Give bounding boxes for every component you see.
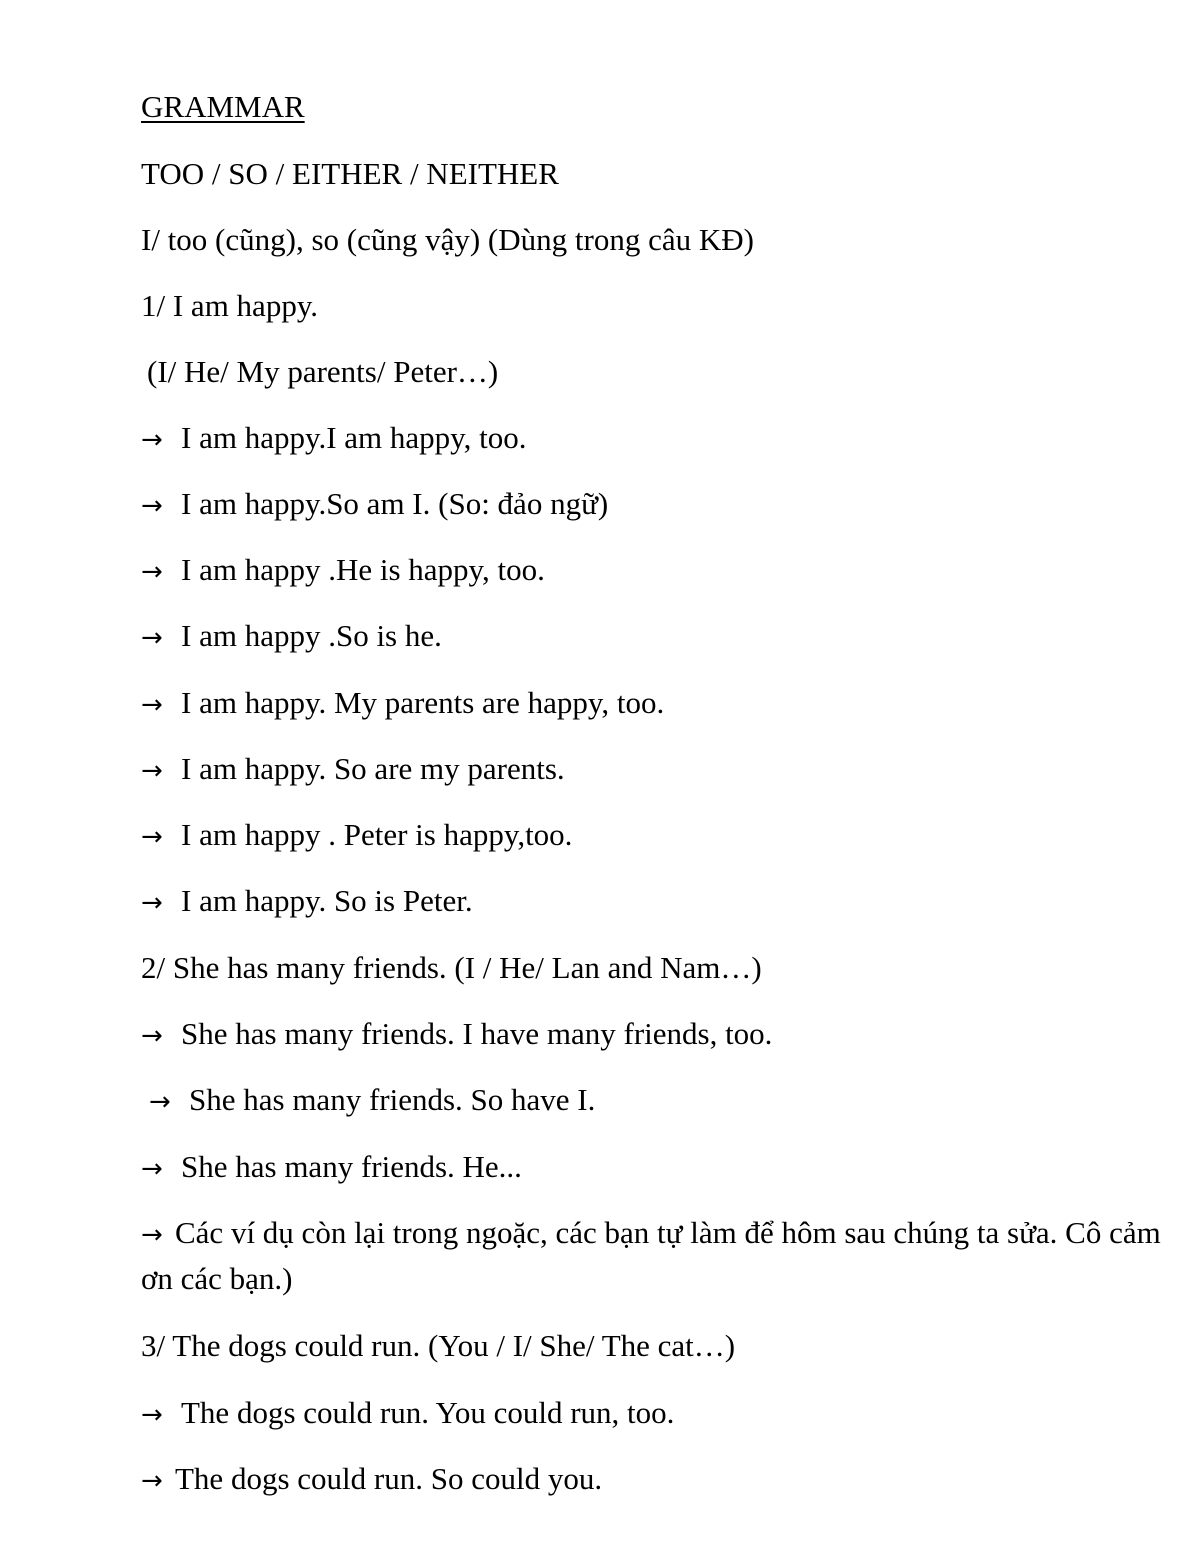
arrow-right-icon: →	[141, 822, 163, 852]
answer-text: The dogs could run. So could you.	[175, 1461, 603, 1496]
answer-text: The dogs could run. You could run, too.	[181, 1395, 675, 1430]
answer-line	[141, 1461, 602, 1499]
answer-text: She has many friends. So have I.	[189, 1082, 596, 1117]
exercise-2-note	[141, 1211, 1191, 1301]
answer-line	[141, 685, 664, 723]
answer-line	[141, 1395, 674, 1433]
exercise-1-subjects: (I/ He/ My parents/ Peter…)	[147, 354, 499, 389]
exercise-2-prompt: 2/ She has many friends. (I / He/ Lan and Nam…)	[141, 950, 762, 985]
arrow-right-icon: →	[141, 1154, 163, 1184]
answer-line	[141, 817, 572, 855]
arrow-right-icon: →	[141, 1466, 163, 1496]
arrow-right-icon: →	[141, 1220, 163, 1250]
answer-text: I am happy. My parents are happy, too.	[181, 685, 665, 720]
answer-line	[141, 552, 545, 590]
document-title: GRAMMAR	[141, 89, 305, 124]
answer-text: I am happy.I am happy, too.	[181, 420, 527, 455]
arrow-right-icon: →	[141, 888, 163, 918]
arrow-right-icon: →	[141, 557, 163, 587]
arrow-right-icon: →	[141, 491, 163, 521]
answer-text: I am happy.So am I. (So: đảo ngữ)	[181, 486, 609, 521]
answer-line	[141, 618, 442, 656]
arrow-right-icon: →	[141, 1400, 163, 1430]
answer-text: I am happy .He is happy, too.	[181, 552, 545, 587]
arrow-right-icon: →	[141, 1021, 163, 1051]
arrow-right-icon: →	[141, 756, 163, 786]
answer-text: She has many friends. I have many friends, too.	[181, 1016, 773, 1051]
answer-text: I am happy . Peter is happy,too.	[181, 817, 573, 852]
note-text: Các ví dụ còn lại trong ngoặc, các bạn tự làm để hôm sau chúng ta sửa. Cô cảm ơn các bạn.)	[141, 1215, 1161, 1296]
exercise-3-prompt: 3/ The dogs could run. (You / I/ She/ The cat…)	[141, 1328, 736, 1363]
answer-text: She has many friends. He...	[181, 1149, 522, 1184]
answer-line	[141, 420, 527, 458]
answer-line	[141, 1149, 522, 1187]
answer-line	[141, 1016, 772, 1054]
answer-text: I am happy .So is he.	[181, 618, 442, 653]
answer-line	[141, 883, 473, 921]
arrow-right-icon: →	[141, 690, 163, 720]
answer-line	[141, 486, 608, 524]
answer-text: I am happy. So are my parents.	[181, 751, 565, 786]
answer-line	[141, 751, 565, 789]
arrow-right-icon: →	[141, 425, 163, 455]
arrow-right-icon: →	[149, 1087, 171, 1117]
exercise-1-prompt: 1/ I am happy.	[141, 288, 319, 323]
document-subtitle: TOO / SO / EITHER / NEITHER	[141, 156, 559, 191]
answer-text: I am happy. So is Peter.	[181, 883, 473, 918]
answer-line	[149, 1082, 595, 1120]
arrow-right-icon: →	[141, 623, 163, 653]
section-heading: I/ too (cũng), so (cũng vậy) (Dùng trong câu KĐ)	[141, 222, 754, 257]
